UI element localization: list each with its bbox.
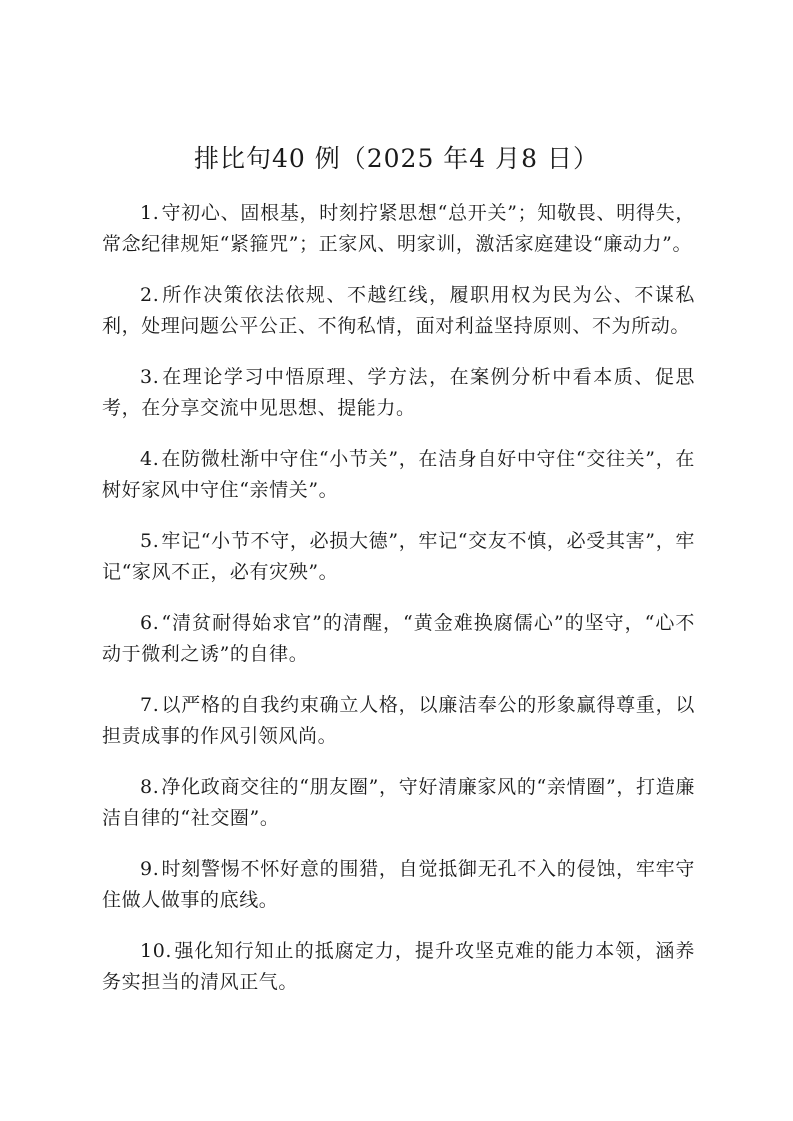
- list-item: [102, 526, 695, 588]
- list-item: [102, 444, 695, 506]
- list-item: [102, 772, 695, 834]
- list-item: [102, 362, 695, 424]
- item-text: 在防微杜渐中守住“小节关”，在洁身自好中守住“交往关”，在树好家风中守住“亲情关”。: [102, 448, 695, 501]
- item-number: 5.: [140, 530, 160, 552]
- item-text: 强化知行知止的抵腐定力，提升攻坚克难的能力本领，涵养务实担当的清风正气。: [102, 940, 695, 993]
- item-text: 时刻警惕不怀好意的围猎，自觉抵御无孔不入的侵蚀，牢牢守住做人做事的底线。: [102, 858, 695, 911]
- item-text: “清贫耐得始求官”的清醒，“黄金难换腐儒心”的坚守，“心不动于微利之诱”的自律。: [102, 612, 695, 665]
- item-number: 4.: [140, 448, 160, 470]
- list-item: [102, 936, 695, 998]
- item-number: 8.: [140, 776, 160, 798]
- document-title: 排比句40 例（2025 年4 月8 日）: [193, 144, 600, 173]
- item-number: 7.: [140, 694, 160, 716]
- item-number: 10.: [140, 940, 173, 962]
- item-text: 净化政商交往的“朋友圈”，守好清廉家风的“亲情圈”，打造廉洁自律的“社交圈”。: [102, 776, 695, 829]
- document-body: [102, 198, 695, 1018]
- item-text: 在理论学习中悟原理、学方法，在案例分析中看本质、促思考，在分享交流中见思想、提能力。: [102, 366, 695, 419]
- item-number: 9.: [140, 858, 160, 880]
- list-item: [102, 198, 695, 260]
- list-item: [102, 690, 695, 752]
- list-item: [102, 854, 695, 916]
- item-text: 守初心、固根基，时刻拧紧思想“总开关”；知敬畏、明得失，常念纪律规矩“紧箍咒”；正家风、明家训，激活家庭建设“廉动力”。: [102, 202, 695, 255]
- item-text: 以严格的自我约束确立人格，以廉洁奉公的形象赢得尊重，以担责成事的作风引领风尚。: [102, 694, 695, 747]
- list-item: [102, 608, 695, 670]
- item-text: 所作决策依法依规、不越红线，履职用权为民为公、不谋私利，处理问题公平公正、不徇私情，面对利益坚持原则、不为所动。: [102, 284, 695, 337]
- item-text: 牢记“小节不守，必损大德”，牢记“交友不慎，必受其害”，牢记“家风不正，必有灾殃”。: [102, 530, 695, 583]
- list-item: [102, 280, 695, 342]
- item-number: 6.: [140, 612, 160, 634]
- item-number: 2.: [140, 284, 160, 306]
- item-number: 1.: [140, 202, 160, 224]
- item-number: 3.: [140, 366, 160, 388]
